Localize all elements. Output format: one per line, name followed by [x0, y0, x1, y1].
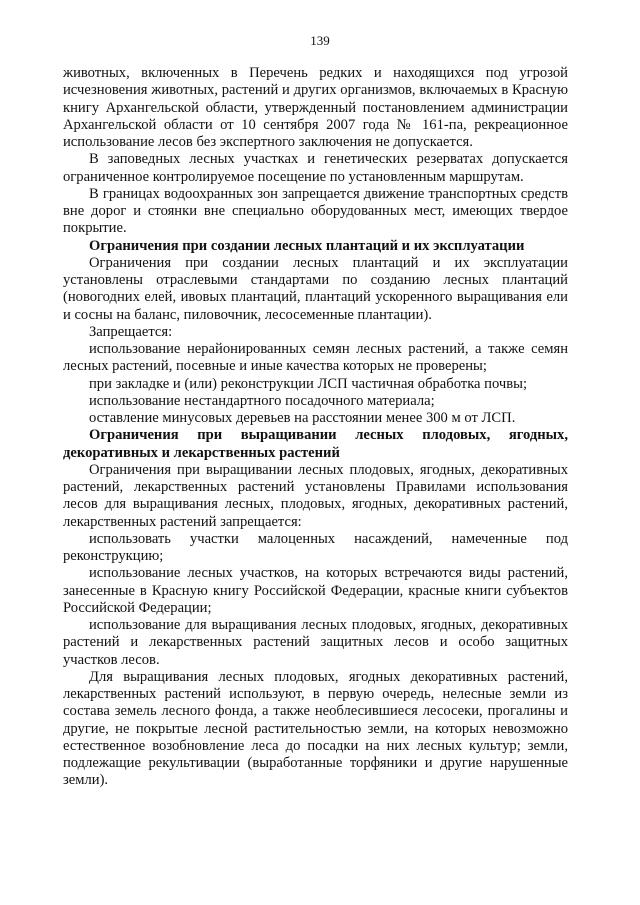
document-body	[63, 65, 568, 790]
section-heading: Ограничения при создании лесных плантаций и их эксплуатации	[89, 237, 525, 254]
list-item: при закладке и (или) реконструкции ЛСП частичная обработка почвы;	[89, 375, 528, 392]
list-item: использовать участки малоценных насаждений, намеченные под реконструкцию;	[63, 530, 568, 564]
paragraph: В заповедных лесных участках и генетических резерватах допускается ограниченное контролируемое посещение по установленным маршрутам.	[63, 151, 568, 185]
paragraph: Для выращивания лесных плодовых, ягодных декоративных растений, лекарственных растений используют, в первую очередь, нелесные земли из состава земель лесного фонда, а также необлесившиеся лесосеки, прогалины и другие, не покрытые лесной растительностью земли, на которых невозможно естественное возобновление леса до посадки на них лесных культур; земли, подлежащие рекультивации (выработанные торфяники и другие нарушенные земли).	[63, 668, 568, 789]
section-heading: Ограничения при выращивании лесных плодовых, ягодных, декоративных и лекарственных растений	[63, 427, 568, 461]
list-item: использование нестандартного посадочного материала;	[89, 392, 435, 409]
paragraph: Ограничения при создании лесных плантаций и их эксплуатации установлены отраслевыми стандартами по созданию лесных плантаций (новогодних елей, ивовых плантаций, плантаций ускоренного выращивания ели и сосны на баланс, пиловочник, лесосеменные плантации).	[63, 254, 568, 323]
list-item: использование нерайонированных семян лесных растений, а также семян лесных растений, посевные и иные качества которых не проверены;	[63, 341, 568, 375]
paragraph: животных, включенных в Перечень редких и находящихся под угрозой исчезновения животных, растений и других организмов, включаемых в Красную книгу Архангельской области, утвержденный постановлением администрации Архангельской области от 10 сентября 2007 года № 161-па, рекреационное использование лесов без экспертного заключения не допускается.	[63, 65, 568, 150]
paragraph: Ограничения при выращивании лесных плодовых, ягодных, декоративных растений, лекарственных растений установлены Правилами использования лесов для выращивания лесных, плодовых, ягодных, декоративных растений, лекарственных растений запрещается:	[63, 461, 568, 530]
paragraph: Запрещается:	[89, 323, 173, 340]
list-item: использование лесных участков, на которых встречаются виды растений, занесенные в Красную книгу Российской Федерации, красные книги субъектов Российской Федерации;	[63, 565, 568, 616]
page-number: 139	[310, 33, 330, 48]
list-item: использование для выращивания лесных плодовых, ягодных, декоративных растений и лекарственных растений защитных лесов и особо защитных участков лесов.	[63, 617, 568, 668]
list-item: оставление минусовых деревьев на расстоянии менее 300 м от ЛСП.	[89, 410, 516, 426]
paragraph: В границах водоохранных зон запрещается движение транспортных средств вне дорог и стоянки вне специально оборудованных мест, имеющих твердое покрытие.	[63, 185, 568, 237]
